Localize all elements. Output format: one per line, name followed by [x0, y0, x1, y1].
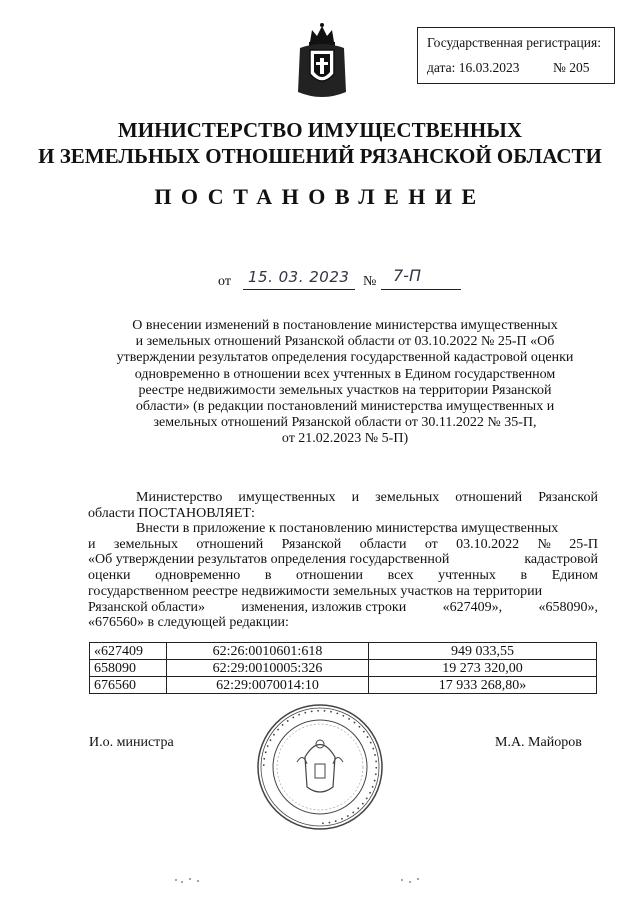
official-stamp-icon [255, 702, 385, 832]
subject-line: утверждении результатов определения государственной кадастровой оценки [116, 350, 574, 366]
registration-title: Государственная регистрация: [427, 35, 601, 50]
document-type-title: ПОСТАНОВЛЕНИЕ [154, 184, 486, 209]
word: земельных [113, 536, 178, 552]
paragraph-line [88, 552, 598, 568]
word: области [359, 536, 407, 552]
paragraph-line [88, 506, 598, 522]
registration-date: дата: 16.03.2023 [427, 60, 520, 75]
table-cell: 19 273 320,00 [369, 660, 597, 677]
handwritten-date: 15. 03. 2023 [248, 268, 350, 286]
organization-name-line2: И ЗЕМЕЛЬНЫХ ОТНОШЕНИЙ РЯЗАНСКОЙ ОБЛАСТИ [38, 144, 602, 168]
amendment-table [89, 642, 597, 694]
paragraph-line [88, 490, 598, 506]
scan-noise-dots [170, 868, 430, 888]
subject-line: одновременно в отношении всех учтенных в Едином государственном [134, 366, 556, 382]
organization-name-line1: МИНИСТЕРСТВО ИМУЩЕСТВЕННЫХ [117, 118, 523, 142]
registration-number: № 205 [553, 60, 590, 75]
table-cell: 62:29:0070014:10 [167, 677, 369, 694]
date-underline [243, 289, 355, 290]
table-row [90, 677, 597, 694]
table-row [90, 643, 597, 660]
word: в [264, 568, 272, 584]
registration-box [417, 27, 615, 84]
svg-text:• • • • • • • • • • • • • • •: • • • • • • • • • • • • • • • • • • • • • • • • • • • • • • • • • • • • • • • • • [260, 707, 380, 827]
word: Рязанской [538, 490, 598, 505]
word: государственном реестре недвижимости земельных участков на территории [88, 583, 543, 599]
word: «676560» в следующей редакции: [88, 615, 289, 631]
table-cell: «627409 [90, 643, 167, 660]
word: учтенных [438, 568, 496, 584]
subject-line: области» (в редакции постановлений министерства имущественных и [135, 399, 555, 415]
signatory-name: М.А. Майоров [495, 735, 582, 750]
subject-line: и земельных отношений Рязанской области от 03.10.2022 № 25-П «Об [135, 334, 555, 350]
word: № [537, 536, 551, 552]
date-label: от [218, 274, 231, 289]
word: отношений [455, 490, 523, 505]
word: оценки [88, 568, 131, 584]
word: изменения, изложив строки [241, 599, 407, 615]
subject-line: реестре недвижимости земельных участков на территории Рязанской [138, 382, 552, 398]
word: от [424, 536, 438, 552]
signatory-position: И.о. министра [89, 735, 174, 750]
word: 03.10.2022 [456, 536, 520, 552]
word: области ПОСТАНОВЛЯЕТ: [88, 505, 255, 521]
subject-line: земельных отношений Рязанской области от 30.11.2022 № 35-П, [153, 415, 537, 431]
word: всех [387, 568, 414, 584]
table-cell: 17 933 268,80» [369, 677, 597, 694]
word: Внести в приложение к постановлению министерства имущественных [136, 521, 559, 536]
paragraph-line [88, 600, 598, 616]
table-cell: 676560 [90, 677, 167, 694]
number-underline [381, 289, 461, 290]
table-cell: 949 033,55 [369, 643, 597, 660]
word: кадастровой [524, 552, 598, 568]
word: одновременно [155, 568, 241, 584]
document-subject [90, 318, 600, 448]
paragraph-line [88, 615, 598, 631]
paragraph-line [88, 521, 598, 537]
table-cell: 658090 [90, 660, 167, 677]
handwritten-number: 7-П [393, 266, 421, 285]
paragraph-line [88, 537, 598, 553]
word: отношений [196, 536, 264, 552]
coat-of-arms-icon [294, 22, 350, 102]
word: в [520, 568, 528, 584]
paragraph-line [88, 568, 598, 584]
word: Рязанской [281, 536, 342, 552]
table-row [90, 660, 597, 677]
paragraph-amendment [88, 521, 598, 631]
word: «627409», [442, 599, 503, 615]
paragraph-resolves [88, 490, 598, 521]
registration-details [427, 60, 590, 76]
word: имущественных [238, 490, 336, 505]
word: «658090», [538, 599, 598, 615]
number-label: № [363, 274, 377, 289]
word: Министерство [136, 490, 223, 505]
word: и [351, 490, 360, 505]
table-cell: 62:26:0010601:618 [167, 643, 369, 660]
subject-line: от 21.02.2023 № 5-П) [281, 431, 409, 447]
word: земельных [375, 490, 440, 505]
word: «Об утверждении результатов определения государственной [88, 552, 450, 568]
word: Едином [551, 568, 598, 584]
paragraph-line [88, 584, 598, 600]
table-cell: 62:29:0010005:326 [167, 660, 369, 677]
subject-line: О внесении изменений в постановление министерства имущественных [132, 318, 558, 333]
word: и [88, 536, 96, 552]
word: Рязанской области» [88, 599, 206, 615]
word: 25-П [569, 536, 598, 552]
word: отношении [296, 568, 363, 584]
